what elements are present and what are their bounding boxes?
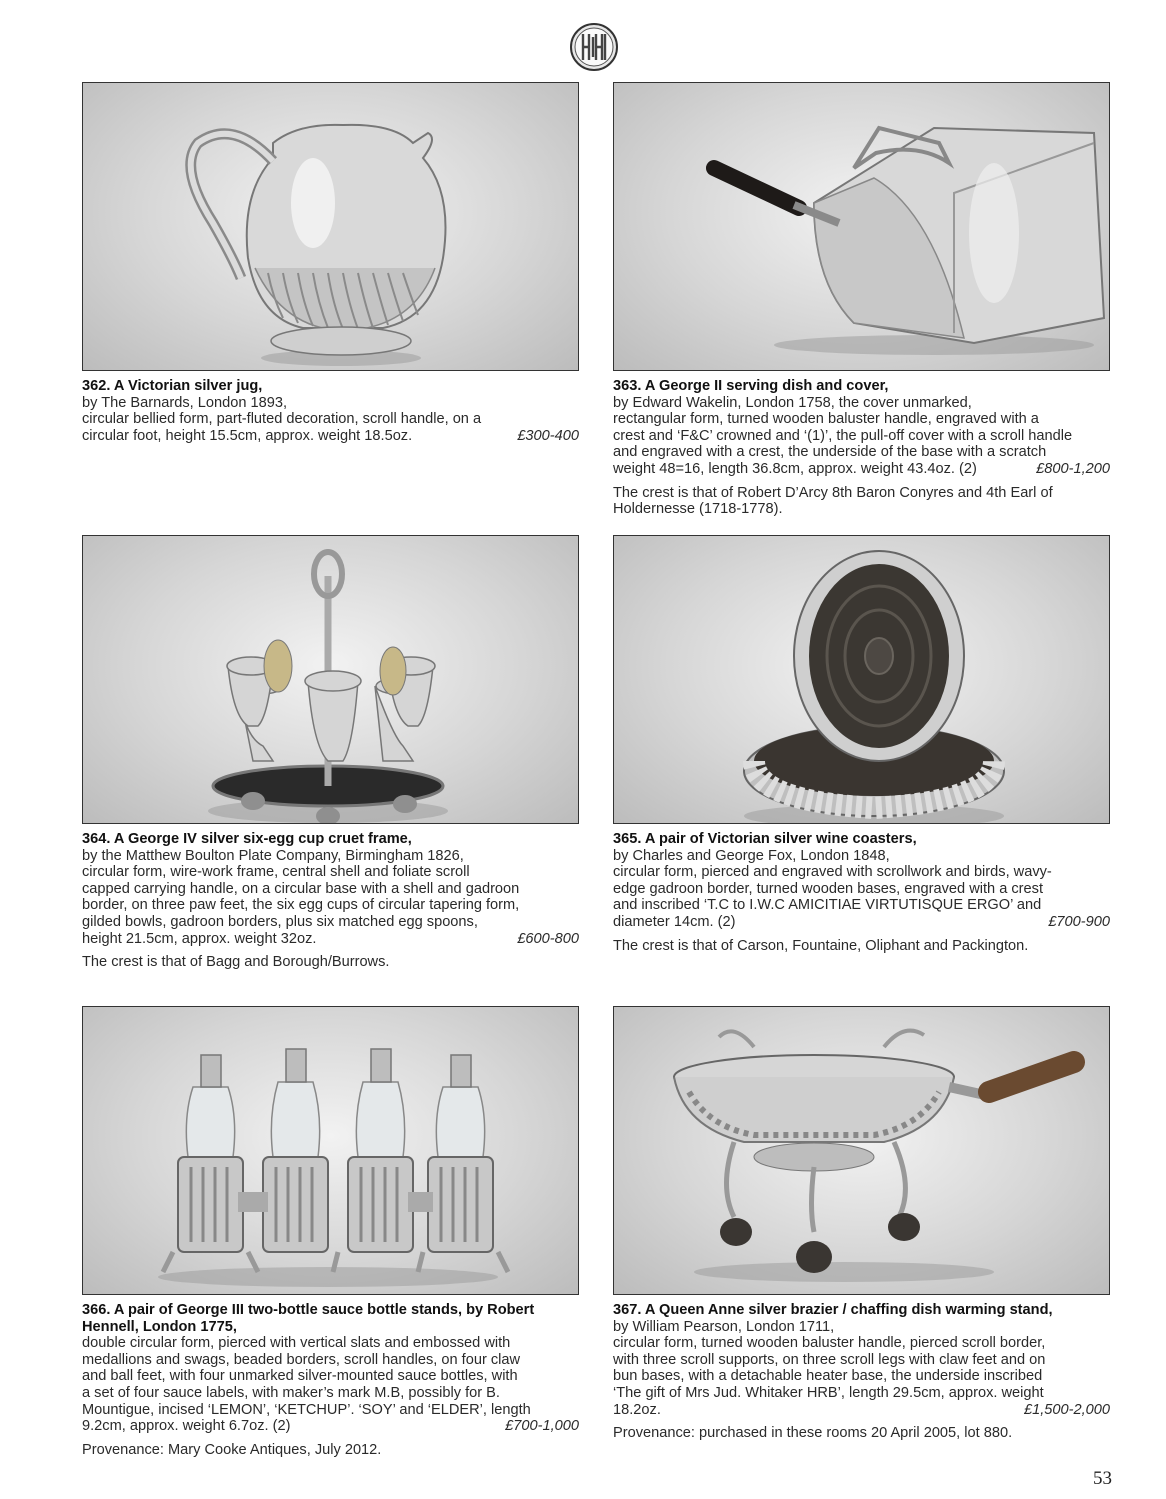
lot-text-line: circular form, turned wooden baluster handle, pierced scroll border, bbox=[613, 1335, 1046, 1352]
auction-house-logo bbox=[569, 22, 619, 72]
lot-description bbox=[613, 1302, 1110, 1442]
lot-text-line: by Charles and George Fox, London 1848, bbox=[613, 847, 890, 864]
page-number: 53 bbox=[1093, 1468, 1112, 1489]
lot-text-line: Mountigue, incised ‘LEMON’, ‘KETCHUP’. ‘SOY’ and ‘ELDER’, length bbox=[82, 1401, 531, 1418]
lot-description bbox=[613, 378, 1110, 518]
lot-363 bbox=[613, 82, 1110, 518]
lot-text-line: and engraved with a crest, the underside of the base with a scratch bbox=[613, 444, 1047, 461]
lot-365 bbox=[613, 535, 1110, 954]
lot-photo-egg-cruet[interactable] bbox=[82, 535, 579, 824]
lot-estimate: £700-900 bbox=[1048, 913, 1110, 930]
lot-estimate: £300-400 bbox=[517, 427, 579, 444]
lot-text-line: border, on three paw feet, the six egg cups of circular tapering form, bbox=[82, 897, 520, 914]
lot-title: 367. A Queen Anne silver brazier / chaffing dish warming stand, bbox=[613, 1302, 1053, 1318]
lot-text-line: by Edward Wakelin, London 1758, the cover unmarked, bbox=[613, 394, 972, 411]
lot-text-line: and inscribed ‘T.C to I.W.C AMICITIAE VIRTUTISQUE ERGO’ and bbox=[613, 897, 1042, 914]
serving-dish-image bbox=[614, 83, 1109, 370]
wine-coasters-image bbox=[614, 536, 1109, 824]
lot-note: The crest is that of Carson, Fountaine, Oliphant and Packington. bbox=[613, 937, 1029, 954]
lot-photo-brazier[interactable] bbox=[613, 1006, 1110, 1295]
lot-366 bbox=[82, 1006, 579, 1458]
lot-text-line: edge gadroon border, turned wooden bases, engraved with a crest bbox=[613, 880, 1043, 897]
lot-title: 364. A George IV silver six-egg cup cruet frame, bbox=[82, 831, 412, 847]
lot-description bbox=[613, 831, 1110, 954]
lot-text-line: capped carrying handle, on a circular base with a shell and gadroon bbox=[82, 880, 520, 897]
silver-jug-image bbox=[83, 83, 578, 370]
lot-note: Provenance: Mary Cooke Antiques, July 2012. bbox=[82, 1441, 382, 1458]
lot-estimate: £600-800 bbox=[517, 930, 579, 947]
lot-text-line: circular bellied form, part-fluted decoration, scroll handle, on a bbox=[82, 411, 482, 428]
sauce-bottle-stands-image bbox=[83, 1007, 578, 1294]
lot-text-line: a set of four sauce labels, with maker’s mark M.B, possibly for B. bbox=[82, 1384, 500, 1401]
lot-description bbox=[82, 1302, 579, 1458]
lot-362 bbox=[82, 82, 579, 444]
monogram-seal-icon bbox=[569, 22, 619, 72]
lot-text-line: ‘The gift of Mrs Jud. Whitaker HRB’, length 29.5cm, approx. weight bbox=[613, 1384, 1044, 1401]
lot-photo-serving-dish[interactable] bbox=[613, 82, 1110, 371]
lot-photo-jug[interactable] bbox=[82, 82, 579, 371]
lot-title: 366. A pair of George III two-bottle sauce bottle stands, by Robert Hennell, London 1775, bbox=[82, 1302, 535, 1335]
lot-text-line: double circular form, pierced with vertical slats and embossed with bbox=[82, 1335, 511, 1352]
lot-text-line: diameter 14cm. (2) bbox=[613, 913, 736, 930]
lot-text-line: 9.2cm, approx. weight 6.7oz. (2) bbox=[82, 1418, 291, 1435]
lot-estimate: £800-1,200 bbox=[1036, 460, 1110, 477]
egg-cruet-image bbox=[83, 536, 578, 824]
lot-note: The crest is that of Bagg and Borough/Burrows. bbox=[82, 954, 390, 971]
lot-photo-wine-coasters[interactable] bbox=[613, 535, 1110, 824]
lot-photo-sauce-bottle-stands[interactable] bbox=[82, 1006, 579, 1295]
brazier-image bbox=[614, 1007, 1109, 1294]
lot-364 bbox=[82, 535, 579, 971]
lot-text-line: height 21.5cm, approx. weight 32oz. bbox=[82, 930, 317, 947]
lot-title: 362. A Victorian silver jug, bbox=[82, 378, 263, 394]
lot-text-line: and ball feet, with four unmarked silver-mounted sauce bottles, with bbox=[82, 1368, 518, 1385]
lot-text-line: by The Barnards, London 1893, bbox=[82, 394, 288, 411]
lot-title: 365. A pair of Victorian silver wine coasters, bbox=[613, 831, 917, 847]
lot-title: 363. A George II serving dish and cover, bbox=[613, 378, 889, 394]
lot-text-line: circular form, wire-work frame, central shell and foliate scroll bbox=[82, 864, 470, 881]
lot-text-line: 18.2oz. bbox=[613, 1401, 661, 1418]
lot-text-line: bun bases, with a detachable heater base, the underside inscribed bbox=[613, 1368, 1043, 1385]
lot-text-line: by the Matthew Boulton Plate Company, Birmingham 1826, bbox=[82, 847, 464, 864]
lot-text-line: medallions and swags, beaded borders, scroll handles, on four claw bbox=[82, 1351, 521, 1368]
lot-text-line: gilded bowls, gadroon borders, plus six matched egg spoons, bbox=[82, 913, 478, 930]
lot-text-line: weight 48=16, length 36.8cm, approx. weight 43.4oz. (2) bbox=[613, 460, 977, 477]
lot-367 bbox=[613, 1006, 1110, 1442]
lot-note: Provenance: purchased in these rooms 20 April 2005, lot 880. bbox=[613, 1425, 1013, 1442]
lot-description bbox=[82, 831, 579, 971]
lot-estimate: £1,500-2,000 bbox=[1023, 1401, 1110, 1418]
lot-text-line: with three scroll supports, on three scroll legs with claw feet and on bbox=[613, 1351, 1046, 1368]
lot-text-line: crest and ‘F&C’ crowned and ‘(1)’, the pull-off cover with a scroll handle bbox=[613, 427, 1073, 444]
lot-text-line: rectangular form, turned wooden baluster handle, engraved with a bbox=[613, 411, 1039, 428]
lot-text-line: circular form, pierced and engraved with scrollwork and birds, wavy- bbox=[613, 864, 1052, 881]
lot-estimate: £700-1,000 bbox=[505, 1418, 579, 1435]
lot-description bbox=[82, 378, 579, 444]
lot-text-line: circular foot, height 15.5cm, approx. weight 18.5oz. bbox=[82, 427, 413, 444]
lot-note: The crest is that of Robert D’Arcy 8th Baron Conyres and 4th Earl of Holdernesse (1718-1778). bbox=[613, 484, 1053, 518]
lot-text-line: by William Pearson, London 1711, bbox=[613, 1318, 835, 1335]
